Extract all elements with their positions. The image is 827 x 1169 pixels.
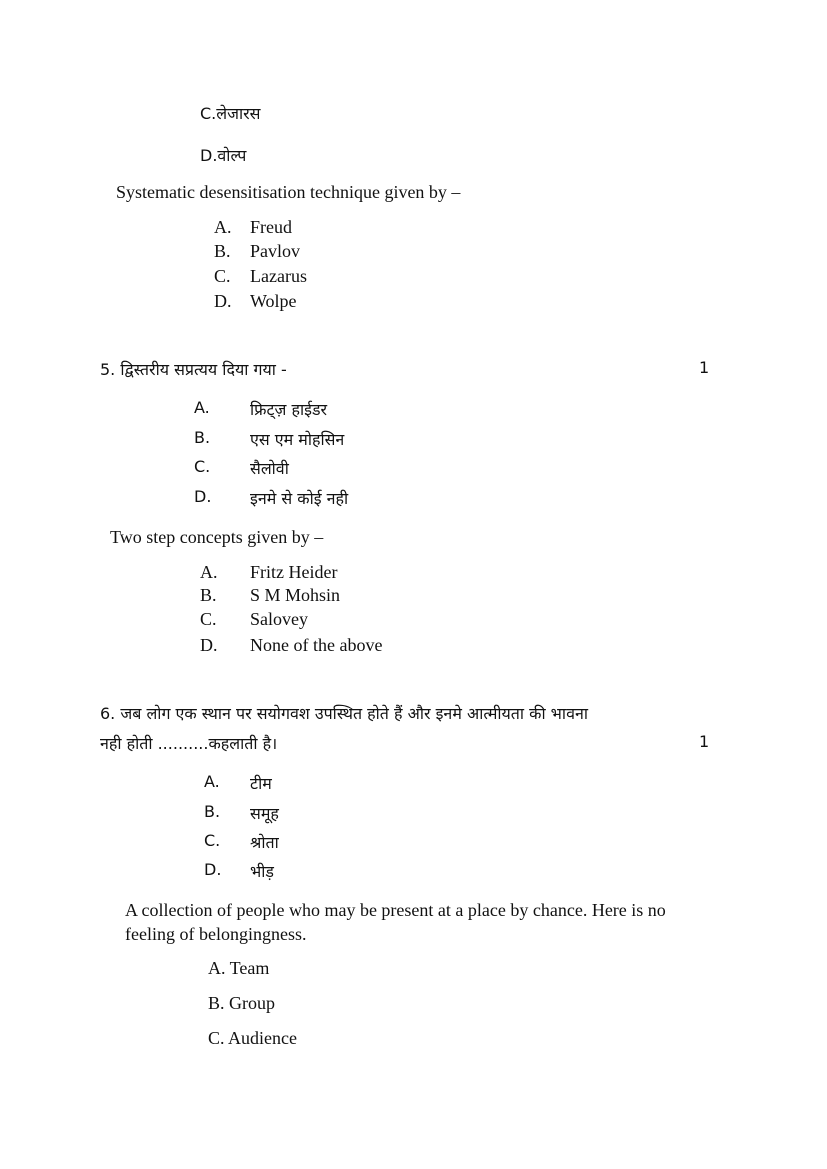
q4-hindi-option-c: C.लेजारस — [200, 104, 261, 123]
option-text: Fritz Heider — [250, 562, 338, 582]
q5-hindi-question: 5. द्विस्तरीय सप्रत्यय दिया गया - — [100, 360, 287, 379]
q6-marks: 1 — [699, 732, 710, 751]
option-letter: C. — [214, 266, 231, 286]
option-text: टीम — [250, 774, 272, 793]
q5-marks: 1 — [699, 358, 710, 377]
option-text: Salovey — [250, 609, 308, 629]
option-text: सैलोवी — [250, 459, 289, 478]
option-text: भीड़ — [250, 862, 274, 881]
q5-english-question: Two step concepts given by – — [110, 527, 324, 547]
q6-hindi-question-line1: 6. जब लोग एक स्थान पर सयोगवश उपस्थित होते हैं और इनमे आत्मीयता की भावना — [100, 704, 588, 723]
q6-english-question-line1: A collection of people who may be present at a place by chance. Here is no — [125, 900, 666, 920]
q4-english-question: Systematic desensitisation technique given by – — [116, 182, 461, 202]
option-letter: B. — [204, 802, 221, 821]
option-letter: D. — [204, 860, 222, 879]
option-text: समूह — [250, 804, 279, 823]
option-text: S M Mohsin — [250, 585, 341, 605]
option-text: इनमे से कोई नही — [250, 489, 349, 508]
option-text: Wolpe — [250, 291, 297, 311]
option-letter: C. — [204, 831, 221, 850]
option-letter: D. — [200, 635, 218, 655]
option-text: Pavlov — [250, 241, 301, 261]
option-letter: B. — [200, 585, 217, 605]
option-text: B. Group — [208, 993, 275, 1013]
option-letter: A. — [200, 562, 218, 582]
option-text: एस एम मोहसिन — [250, 430, 345, 449]
option-text: C. Audience — [208, 1028, 297, 1048]
q6-english-question-line2: feeling of belongingness. — [125, 924, 307, 944]
option-letter: C. — [194, 457, 211, 476]
option-letter: B. — [214, 241, 231, 261]
option-letter: B. — [194, 428, 211, 447]
q6-hindi-question-line2: नही होती ..........कहलाती है। — [100, 734, 278, 753]
option-letter: A. — [214, 217, 232, 237]
option-letter: A. — [204, 772, 220, 791]
option-letter: D. — [194, 487, 212, 506]
option-letter: D. — [214, 291, 232, 311]
option-text: A. Team — [208, 958, 270, 978]
option-text: Lazarus — [250, 266, 307, 286]
option-text: श्रोता — [250, 833, 279, 852]
option-text: फ्रिट्ज़ हाईडर — [250, 400, 328, 419]
option-letter: A. — [194, 398, 210, 417]
q4-hindi-option-d: D.वोल्प — [200, 146, 247, 165]
option-letter: C. — [200, 609, 217, 629]
option-text: Freud — [250, 217, 292, 237]
option-text: None of the above — [250, 635, 383, 655]
